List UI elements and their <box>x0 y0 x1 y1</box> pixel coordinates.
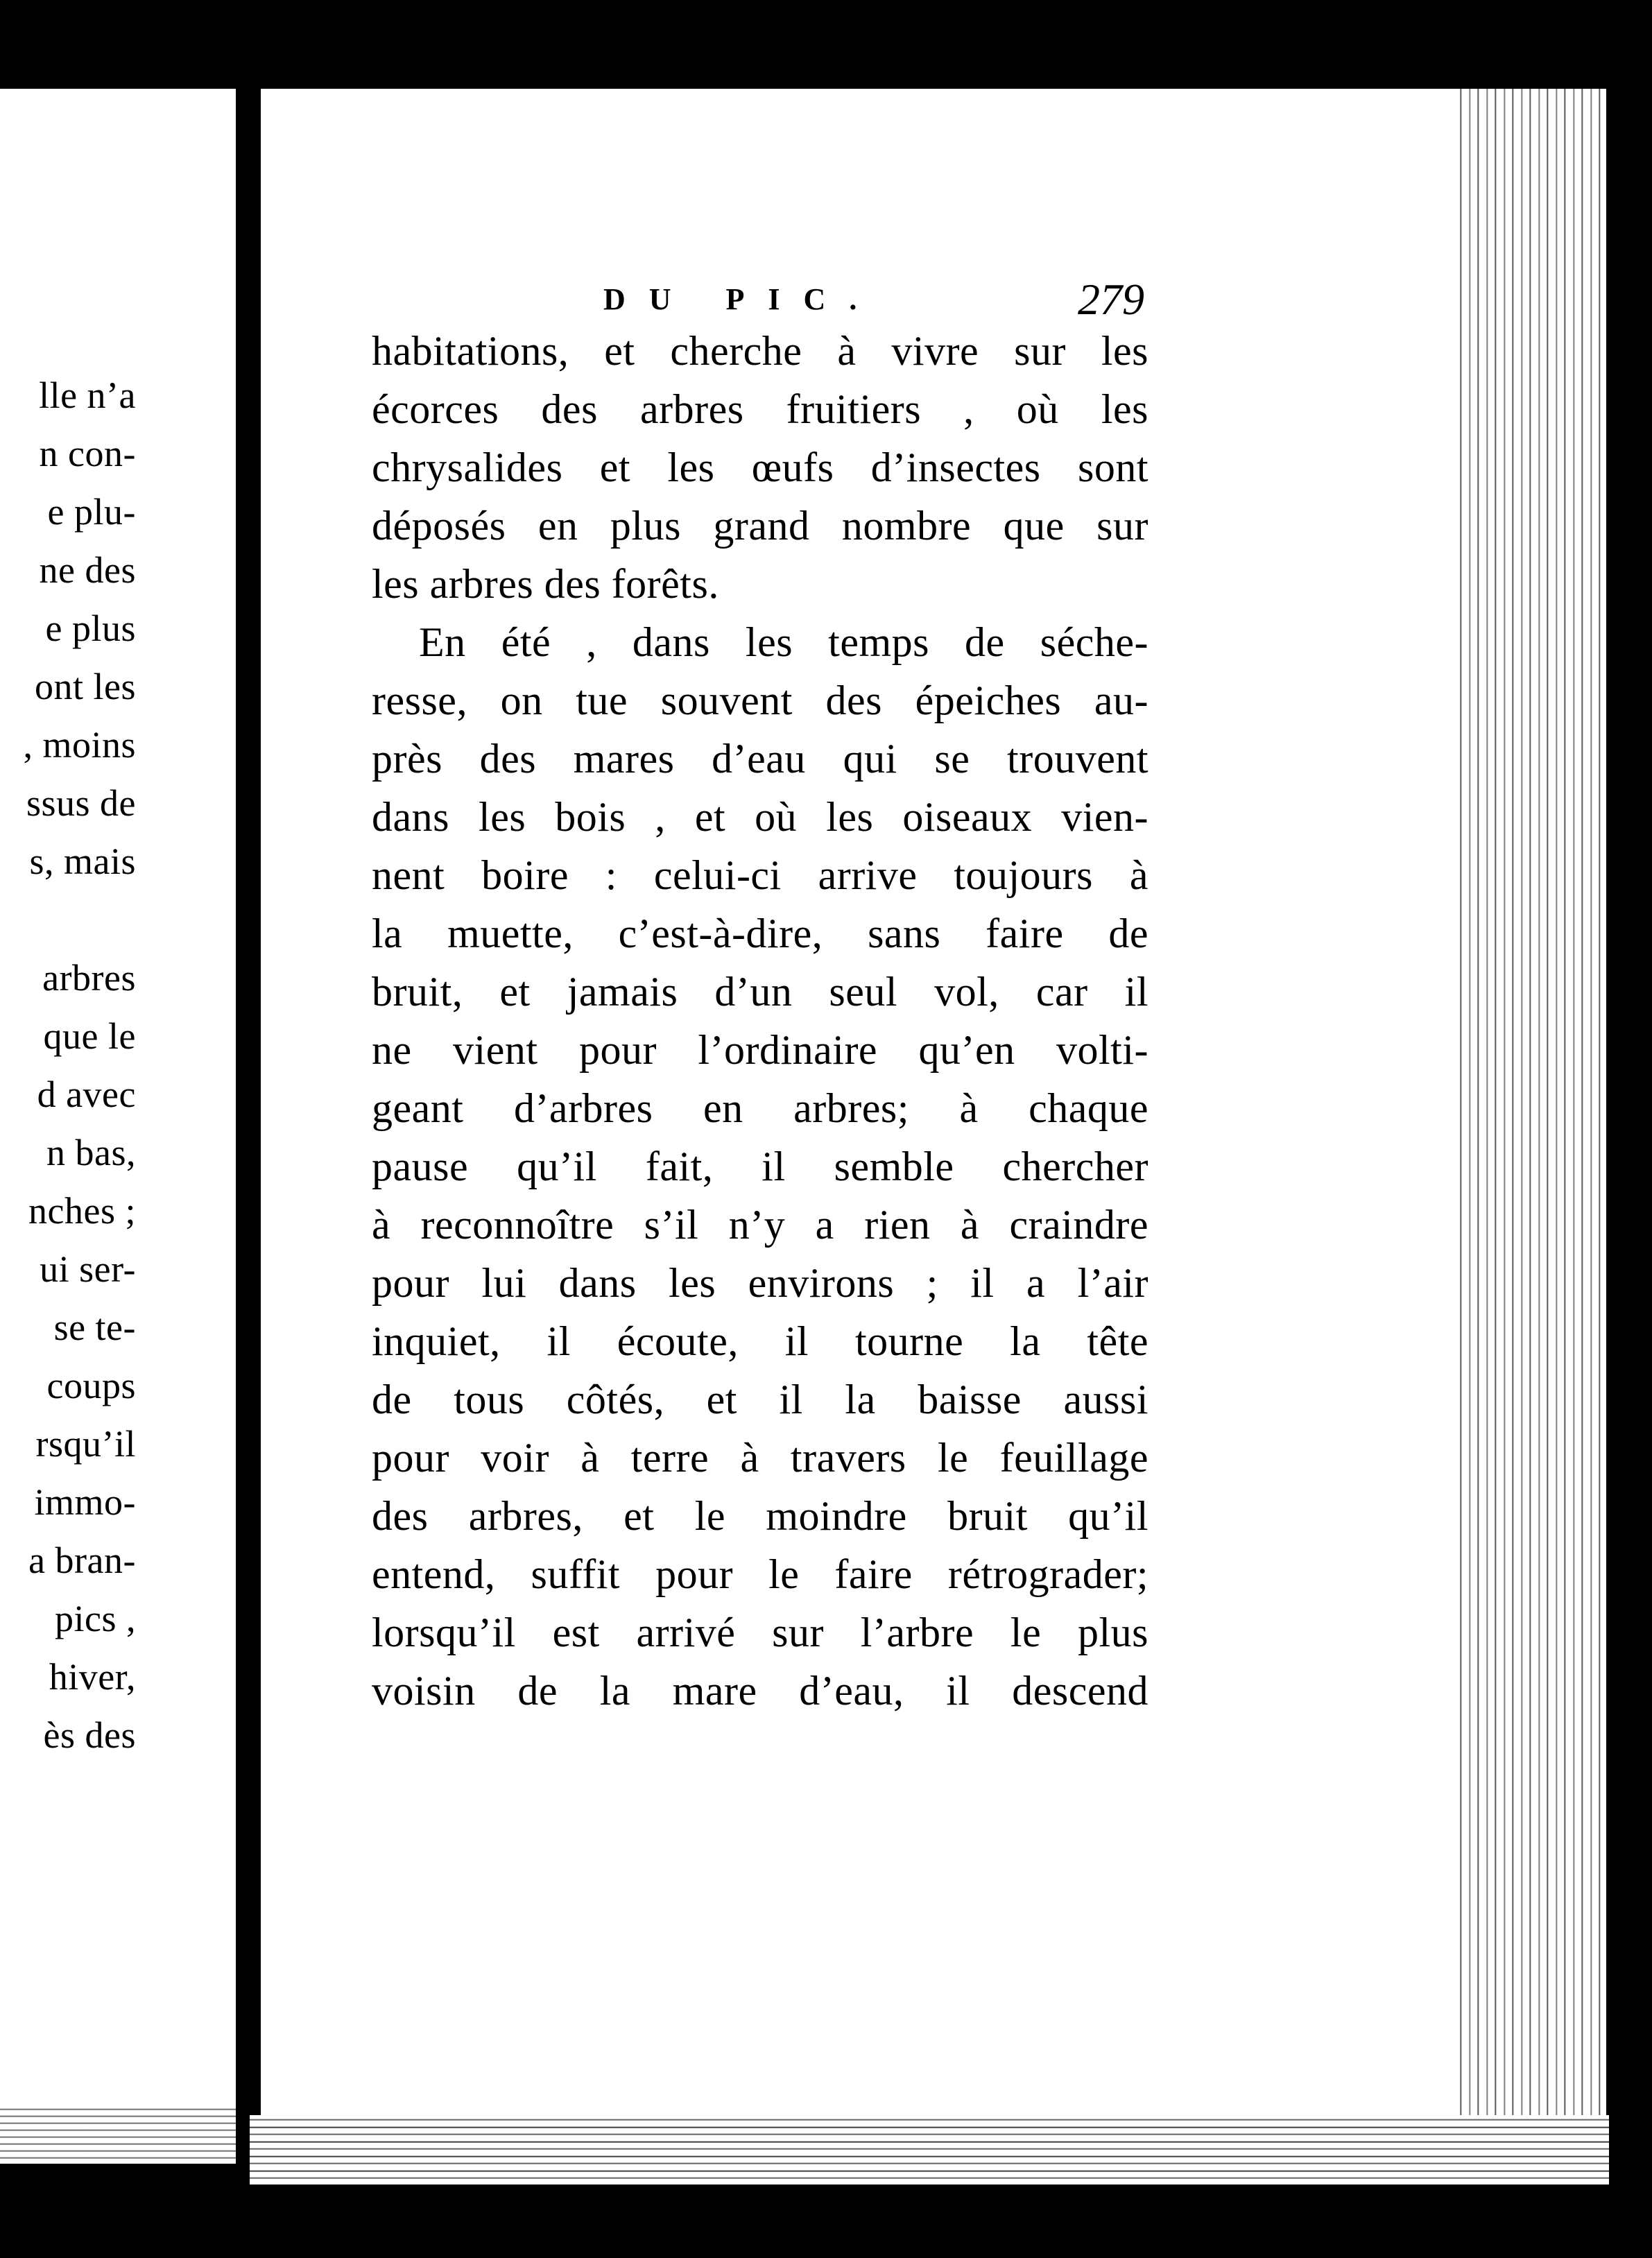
left-page <box>0 89 236 2141</box>
text-line: En été , dans les temps de séche- <box>419 619 1148 665</box>
text-line: dans les bois , et où les oiseaux vien- <box>372 794 1148 840</box>
left-text-line: arbres <box>42 957 136 999</box>
text-line: inquiet, il écoute, il tourne la tête <box>372 1318 1148 1364</box>
left-text-line: coups <box>46 1365 136 1406</box>
left-text-line: , moins <box>23 724 136 766</box>
left-text-line: ne des <box>39 549 136 591</box>
text-line: écorces des arbres fruitiers , où les <box>372 386 1148 432</box>
text-line: chrysalides et les œufs d’insectes sont <box>372 445 1148 490</box>
text-line: lorsqu’il est arrivé sur l’arbre le plus <box>372 1610 1148 1655</box>
left-text-line: a bran- <box>28 1540 136 1581</box>
page-bottom-edge <box>250 2115 1609 2184</box>
book-gutter <box>236 76 261 2157</box>
left-text-line: ssus de <box>26 782 136 824</box>
text-line: habitations, et cherche à vivre sur les <box>372 328 1148 374</box>
text-line: geant d’arbres en arbres; à chaque <box>372 1085 1148 1131</box>
left-text-line: e plus <box>45 607 136 649</box>
text-line: pour lui dans les environs ; il a l’air <box>372 1260 1148 1306</box>
text-line: à reconnoître s’il n’y a rien à craindre <box>372 1202 1148 1248</box>
text-line: pour voir à terre à travers le feuillage <box>372 1435 1148 1481</box>
left-text-line: nches ; <box>28 1190 136 1232</box>
left-text-line: s, mais <box>29 841 136 882</box>
left-text-line: ès des <box>43 1714 136 1756</box>
text-line: entend, suffit pour le faire rétrograder; <box>372 1551 1148 1597</box>
text-line: de tous côtés, et il la baisse aussi <box>372 1377 1148 1422</box>
body-text <box>372 322 1148 1720</box>
text-line: déposés en plus grand nombre que sur <box>372 503 1148 549</box>
text-line: ne vient pour l’ordinaire qu’en volti- <box>372 1027 1148 1073</box>
running-head-title: DU PIC. <box>603 282 881 316</box>
left-text-line: hiver, <box>49 1656 136 1698</box>
text-line: la muette, c’est-à-dire, sans faire de <box>372 911 1148 956</box>
running-head <box>603 272 1144 327</box>
left-text-line: se te- <box>53 1307 136 1348</box>
left-text-line: ui ser- <box>40 1248 136 1290</box>
text-line: pause qu’il fait, il semble chercher <box>372 1144 1148 1189</box>
left-text-line: n con- <box>39 433 136 474</box>
left-text-line: ont les <box>35 666 136 707</box>
text-line: les arbres des forêts. <box>372 561 719 607</box>
text-line: resse, on tue souvent des épeiches au- <box>372 678 1148 723</box>
paragraph-gap <box>0 890 136 949</box>
left-text-line: e plu- <box>47 491 136 533</box>
text-line: voisin de la mare d’eau, il descend <box>372 1668 1148 1714</box>
page-number: 279 <box>1078 275 1144 324</box>
left-text-line: que le <box>43 1015 136 1057</box>
left-text-line: n bas, <box>46 1132 136 1173</box>
left-page-text <box>0 366 136 1764</box>
left-text-line: pics , <box>55 1598 136 1639</box>
text-line: nent boire : celui-ci arrive toujours à <box>372 852 1148 898</box>
left-text-line: rsqu’il <box>35 1423 136 1465</box>
text-line: près des mares d’eau qui se trouvent <box>372 736 1148 782</box>
text-line: bruit, et jamais d’un seul vol, car il <box>372 969 1148 1015</box>
left-page-bottom-edge <box>0 2108 236 2164</box>
page-edge-stack <box>1454 89 1606 2141</box>
text-line: des arbres, et le moindre bruit qu’il <box>372 1493 1148 1539</box>
left-text-line: d avec <box>37 1074 136 1115</box>
left-text-line: lle n’a <box>39 374 136 416</box>
left-text-line: immo- <box>34 1481 136 1523</box>
